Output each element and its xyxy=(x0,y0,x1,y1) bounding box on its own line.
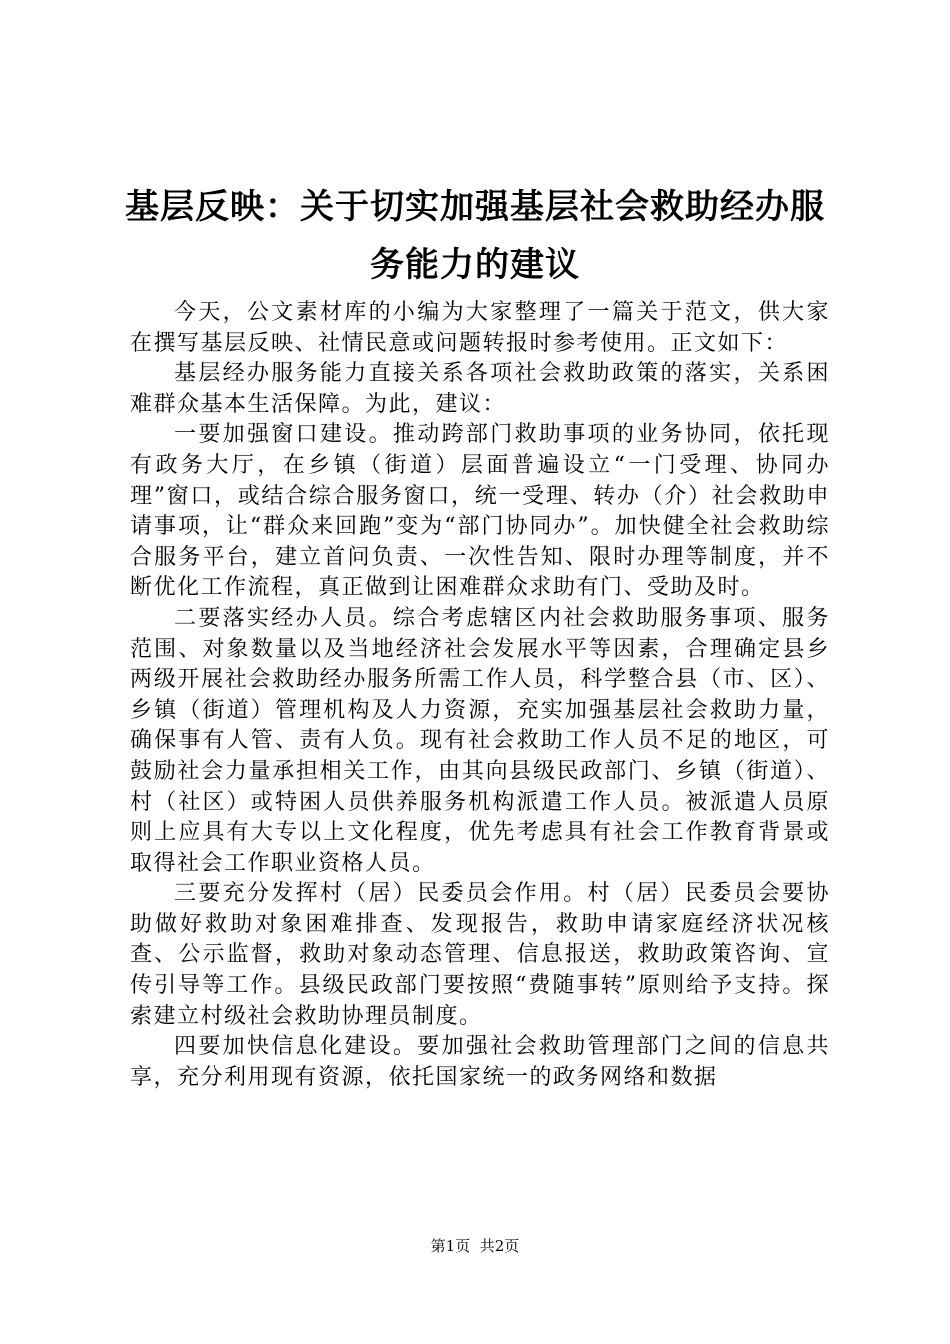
paragraph-point-1: 一要加强窗口建设。推动跨部门救助事项的业务协同，依托现有政务大厅，在乡镇（街道）层面普遍设立“一门受理、协同办理”窗口，或结合综合服务窗口，统一受理、转办（介）社会救助申请事项，让“群众来回跑”变为“部门协同办”。加快健全社会救助综合服务平台，建立首问负责、一次性告知、限时办理等制度，并不断优化工作流程，真正做到让困难群众求助有门、受助及时。 xyxy=(130,422,830,601)
paragraph-background: 基层经办服务能力直接关系各项社会救助政策的落实，关系困难群众基本生活保障。为此，建议： xyxy=(130,361,830,417)
page-number: 第1页 xyxy=(430,1237,471,1255)
page-total: 共2页 xyxy=(479,1237,520,1255)
document-title: 基层反映：关于切实加强基层社会救助经办服务能力的建议 xyxy=(125,187,825,285)
paragraph-intro: 今天，公文素材库的小编为大家整理了一篇关于范文，供大家在撰写基层反映、社情民意或问题转报时参考使用。正文如下： xyxy=(130,300,830,356)
footer-spacer xyxy=(470,1237,480,1255)
page-footer xyxy=(0,1236,950,1256)
paragraph-point-2: 二要落实经办人员。综合考虑辖区内社会救助服务事项、服务范围、对象数量以及当地经济社会发展水平等因素，合理确定县乡两级开展社会救助经办服务所需工作人员，科学整合县（市、区）、乡镇（街道）管理机构及人力资源，充实加强基层社会救助力量，确保事有人管、责有人负。现有社会救助工作人员不足的地区，可鼓励社会力量承担相关工作，由其向县级民政部门、乡镇（街道）、村（社区）或特困人员供养服务机构派遣工作人员。被派遣人员原则上应具有大专以上文化程度，优先考虑具有社会工作教育背景或取得社会工作职业资格人员。 xyxy=(130,605,830,876)
document-body xyxy=(130,298,830,1093)
paragraph-point-4: 四要加快信息化建设。要加强社会救助管理部门之间的信息共享，充分利用现有资源，依托国家统一的政务网络和数据 xyxy=(130,1034,830,1090)
paragraph-point-3: 三要充分发挥村（居）民委员会作用。村（居）民委员会要协助做好救助对象困难排查、发现报告，救助申请家庭经济状况核查、公示监督，救助对象动态管理、信息报送，救助政策咨询、宣传引导等工作。县级民政部门要按照“费随事转”原则给予支持。探索建立村级社会救助协理员制度。 xyxy=(130,881,830,1029)
